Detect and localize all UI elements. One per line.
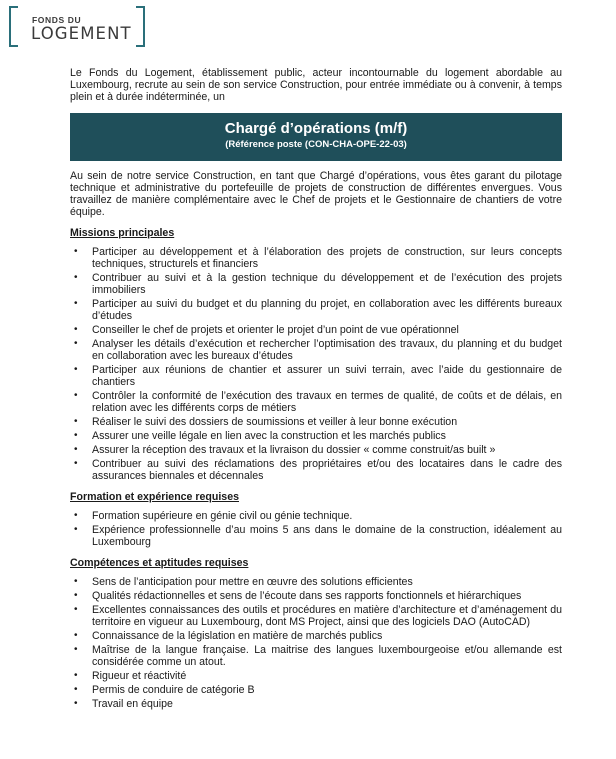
logo-bracket-right: [136, 6, 145, 47]
logo-big-text: LOGEMENT: [31, 24, 132, 43]
list-item: • Participer au développement et à l’élaboration des projets de construction, sur leurs concepts techniques, structurels et financiers: [70, 246, 562, 270]
list-item: • Assurer la réception des travaux et la livraison du dossier « comme construit/as built »: [70, 444, 562, 456]
list-item: • Excellentes connaissances des outils et procédures en matière d’architecture et d’aménagement du territoire en vigueur au Luxembourg, dont MS Project, ainsi que des logiciels DAO (AutoCAD): [70, 604, 562, 628]
sections-container: [70, 227, 562, 710]
logo-small-text: FONDS DU: [32, 15, 82, 25]
document-body: [70, 67, 562, 712]
bullet-list: [70, 576, 562, 710]
fonds-du-logement-logo: [9, 6, 149, 48]
list-item: • Permis de conduire de catégorie B: [70, 684, 562, 696]
section-heading: Missions principales: [70, 227, 175, 239]
intro-paragraph: Le Fonds du Logement, établissement public, acteur incontournable du logement abordable au Luxembourg, recrute au sein de son service Construction, pour entrée immédiate ou à convenir, à temps plein et à durée indéterminée, un: [70, 67, 562, 103]
logo-bracket-left: [9, 6, 18, 47]
list-item: • Rigueur et réactivité: [70, 670, 562, 682]
list-item: • Qualités rédactionnelles et sens de l’écoute dans ses rapports fonctionnels et hiérarchiques: [70, 590, 562, 602]
list-item: • Participer aux réunions de chantier et assurer un suivi terrain, avec l’aide du gestionnaire de chantiers: [70, 364, 562, 388]
description-paragraph: Au sein de notre service Construction, en tant que Chargé d’opérations, vous êtes garant du pilotage technique et administrative du portefeuille de projets de construction de différentes envergues. Vous travaillez de manière complémentaire avec le Chef de projets et le Gestionnaire de chantiers de votre équipe.: [70, 170, 562, 218]
list-item: • Contrôler la conformité de l’exécution des travaux en termes de qualité, de coûts et de délais, en relation avec les différents corps de métiers: [70, 390, 562, 414]
list-item: • Réaliser le suivi des dossiers de soumissions et veiller à leur bonne exécution: [70, 416, 562, 428]
bullet-list: [70, 510, 562, 548]
section-heading: Formation et expérience requises: [70, 491, 239, 503]
list-item: • Conseiller le chef de projets et orienter le projet d’un point de vue opérationnel: [70, 324, 562, 336]
job-title: Chargé d’opérations (m/f): [224, 120, 408, 137]
list-item: • Contribuer au suivi des réclamations des propriétaires et/ou des locataires dans le cadre des assurances biennales et décennales: [70, 458, 562, 482]
list-item: • Formation supérieure en génie civil ou génie technique.: [70, 510, 562, 522]
list-item: • Contribuer au suivi et à la gestion technique du développement et de l’exécution des projets immobiliers: [70, 272, 562, 296]
list-item: • Travail en équipe: [70, 698, 562, 710]
list-item: • Analyser les détails d’exécution et rechercher l’optimisation des travaux, du planning et du budget en collaboration avec les bureaux d’études: [70, 338, 562, 362]
list-item: • Sens de l’anticipation pour mettre en œuvre des solutions efficientes: [70, 576, 562, 588]
job-title-banner: [70, 113, 562, 161]
bullet-list: [70, 246, 562, 482]
list-item: • Expérience professionnelle d’au moins 5 ans dans le domaine de la construction, idéalement au Luxembourg: [70, 524, 562, 548]
list-item: • Assurer une veille légale en lien avec la construction et les marchés publics: [70, 430, 562, 442]
list-item: • Participer au suivi du budget et du planning du projet, en collaboration avec les différents bureaux d’études: [70, 298, 562, 322]
list-item: • Connaissance de la législation en matière de marchés publics: [70, 630, 562, 642]
section-heading: Compétences et aptitudes requises: [70, 557, 249, 569]
job-reference: (Référence poste (CON-CHA-OPE-22-03): [225, 139, 407, 150]
list-item: • Maîtrise de la langue française. La maitrise des langues luxembourgeoise et/ou allemande est considérée comme un atout.: [70, 644, 562, 668]
